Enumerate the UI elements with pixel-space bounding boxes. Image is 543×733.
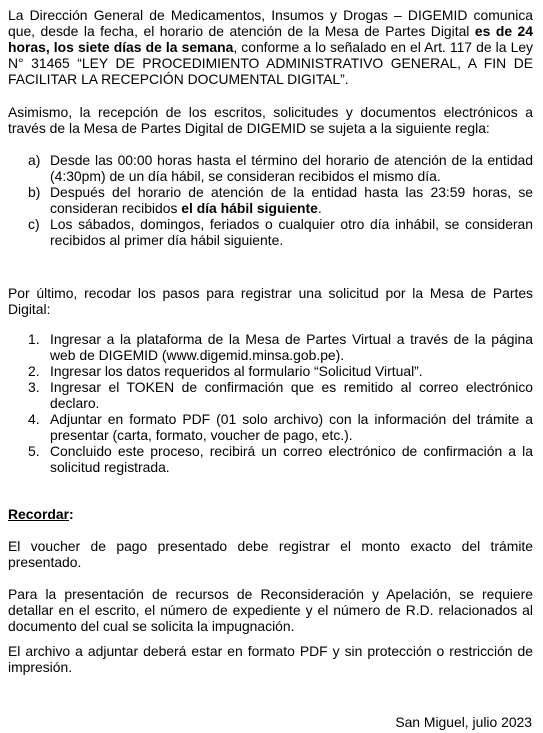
intro-text-end: , conforme a lo señalado en el Art. 117 de la Ley N° 31465 “LEY DE PROCEDIMIENTO ADMINISTRATIVO GENERAL, A FIN DE FACILITAR LA RECEPCIÓN DOCUMENTAL DIGITAL”.: [8, 39, 533, 87]
list-marker: 1.: [28, 331, 40, 347]
step-item-1: [8, 331, 533, 363]
rule-item-c: [8, 216, 533, 248]
intro-text-start: La Dirección General de Medicamentos, Insumos y Drogas – DIGEMID comunica que, desde la fecha, el horario de atención de la Mesa de Partes Digital: [8, 7, 533, 39]
step-text: Adjuntar en formato PDF (01 solo archivo) con la información del trámite a presentar (carta, formato, voucher de pago, etc.).: [50, 411, 533, 443]
rule-item-b: [8, 184, 533, 216]
list-marker: a): [28, 152, 41, 168]
remember-heading-text: Recordar: [8, 506, 69, 522]
list-marker: c): [28, 216, 40, 232]
step-item-3: [8, 379, 533, 411]
steps-intro-paragraph: Por último, recodar los pasos para registrar una solicitud por la Mesa de Partes Digital:: [8, 285, 533, 317]
remember-heading-colon: :: [69, 506, 74, 522]
rule-text: Los sábados, domingos, feriados o cualquier otro día inhábil, se consideran recibidos al primer día hábil siguiente.: [50, 216, 533, 248]
rule-text: Desde las 00:00 horas hasta el término del horario de atención de la entidad (4:30pm) de un día hábil, se consideran recibidos el mismo día.: [50, 152, 533, 184]
registration-steps-list: [8, 331, 533, 475]
note-voucher: El voucher de pago presentado debe registrar el monto exacto del trámite presentado.: [8, 538, 533, 570]
rule-intro-paragraph: Asimismo, la recepción de los escritos, solicitudes y documentos electrónicos a través de la Mesa de Partes Digital de DIGEMID se sujeta a la siguiente regla:: [8, 104, 533, 136]
list-marker: 4.: [28, 411, 40, 427]
rule-text: [50, 184, 533, 216]
rule-text-end: .: [317, 200, 322, 216]
step-text: Ingresar los datos requeridos al formulario “Solicitud Virtual”.: [50, 363, 423, 379]
signature-place-date: San Miguel, julio 2023: [395, 714, 532, 730]
intro-paragraph: [8, 7, 533, 87]
list-marker: b): [28, 184, 41, 200]
step-text: Ingresar a la plataforma de la Mesa de Partes Virtual a través de la página web de DIGEMID (www.digemid.minsa.gob.pe).: [50, 331, 533, 363]
step-item-4: [8, 411, 533, 443]
remember-heading: [8, 506, 533, 522]
list-marker: 3.: [28, 379, 40, 395]
step-text: Concluido este proceso, recibirá un correo electrónico de confirmación a la solicitud registrada.: [50, 443, 533, 475]
rule-text-bold: el día hábil siguiente: [181, 200, 318, 216]
note-pdf-format: El archivo a adjuntar deberá estar en formato PDF y sin protección o restricción de impresión.: [8, 643, 533, 675]
step-text: Ingresar el TOKEN de confirmación que es remitido al correo electrónico declaro.: [50, 379, 533, 411]
list-marker: 5.: [28, 443, 40, 459]
step-item-5: [8, 443, 533, 475]
rule-item-a: [8, 152, 533, 184]
list-marker: 2.: [28, 363, 40, 379]
note-appeals: Para la presentación de recursos de Reconsideración y Apelación, se requiere detallar en el escrito, el número de expediente y el número de R.D. relacionados al documento del cual se solicita la impugnación.: [8, 586, 533, 634]
rule-text-start: Después del horario de atención de la entidad hasta las 23:59 horas, se consideran recibidos: [50, 184, 533, 216]
reception-rules-list: [8, 152, 533, 248]
step-item-2: [8, 363, 533, 379]
intro-bold-schedule: es de 24 horas, los siete días de la semana: [8, 23, 533, 55]
